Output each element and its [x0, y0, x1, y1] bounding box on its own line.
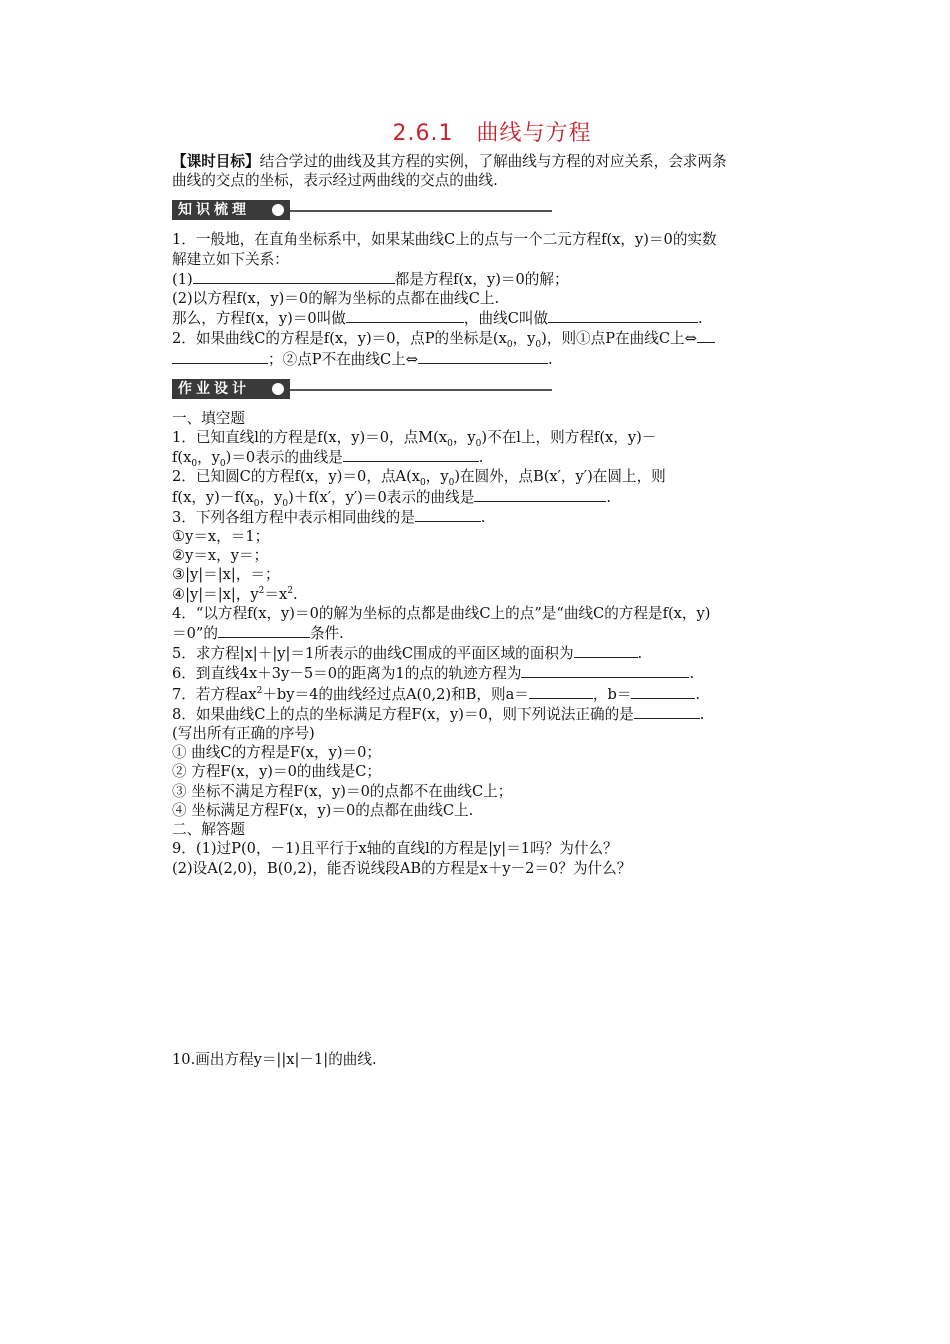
q3-stem	[172, 507, 812, 527]
answer-blank[interactable]	[634, 704, 700, 719]
blank	[418, 349, 548, 364]
answer-blank[interactable]	[415, 507, 481, 522]
q3-option-4	[172, 585, 812, 604]
section-rule	[290, 389, 552, 391]
q2-line-2	[172, 487, 812, 507]
q10: 10.画出方程y＝||x|－1|的曲线.	[172, 1050, 377, 1068]
section-badge-knowledge: 知识梳理	[172, 200, 290, 220]
q3-option-1: ①y＝x，＝1；	[172, 528, 270, 546]
k-text: )，则①点P在曲线C上⇔	[541, 330, 697, 348]
q-text: .	[699, 705, 705, 723]
answer-blank[interactable]	[474, 487, 606, 502]
q-text: .	[637, 645, 643, 663]
q-text: .	[695, 685, 701, 703]
subscript: 0	[535, 340, 542, 351]
q8-line-1	[172, 704, 812, 724]
answer-space	[172, 878, 812, 1050]
q9-line-2: (2)设A(2,0)，B(0,2)，能否说线段AB的方程是x＋y－2＝0？为什么？	[172, 859, 632, 877]
q-text: )不在l上，则方程f(x，y)－	[481, 429, 657, 447]
answer-blank[interactable]	[529, 684, 593, 699]
q-text: 5．求方程|x|＋|y|＝1所表示的曲线C围成的平面区域的面积为	[172, 645, 574, 663]
q4-line-2	[172, 623, 812, 643]
k-text: 2．如果曲线C的方程是f(x，y)＝0，点P的坐标是(x	[172, 330, 507, 348]
q-text: )在圆外，点B(x′，y′)在圆上，则	[454, 468, 666, 486]
knowledge-line-6	[172, 328, 812, 351]
knowledge-line-7	[172, 349, 812, 369]
subscript: 0	[191, 459, 198, 470]
q-text: ，b＝	[592, 685, 632, 703]
q2-line-1	[172, 467, 812, 489]
bullet-dot-icon	[272, 383, 284, 395]
q-text: ＝x	[264, 585, 288, 603]
subscript: 0	[506, 340, 513, 351]
part-fill-in: 一、填空题	[172, 409, 245, 427]
q1-line-2	[172, 447, 812, 470]
section-header-knowledge	[172, 198, 812, 224]
blank	[172, 349, 268, 364]
k-text: ，曲线C叫做	[463, 310, 549, 328]
q4-line-1: 4．“以方程f(x，y)＝0的解为坐标的点都是曲线C上的点”是“曲线C的方程是f(x，y)	[172, 604, 711, 622]
blank	[697, 328, 715, 343]
goal-label: 【课时目标】	[172, 153, 260, 170]
subscript: 0	[420, 478, 426, 489]
q8-line-2: (写出所有正确的序号)	[172, 725, 315, 743]
answer-blank[interactable]	[343, 447, 479, 462]
q-text: 3．下列各组方程中表示相同曲线的是	[172, 508, 415, 526]
k-text: ；②点P不在曲线C上⇔	[268, 350, 418, 368]
q8-option-3: ③ 坐标不满足方程F(x，y)＝0的点都不在曲线C上；	[172, 782, 513, 800]
answer-blank[interactable]	[574, 643, 638, 658]
q-text: .	[480, 508, 486, 526]
q-text: )＋f(x′，y′)＝0表示的曲线是	[288, 488, 475, 506]
knowledge-line-2: 解建立如下关系：	[172, 250, 289, 268]
k-text: 都是方程f(x，y)＝0的解；	[394, 270, 569, 288]
knowledge-line-1: 1．一般地，在直角坐标系中，如果某曲线C上的点与一个二元方程f(x，y)＝0的实数	[172, 231, 717, 249]
blank	[346, 308, 464, 323]
q6	[172, 663, 812, 683]
blank	[193, 269, 395, 284]
section-rule	[290, 210, 552, 212]
answer-blank[interactable]	[521, 663, 689, 678]
q-text: .	[606, 488, 611, 506]
k-text: (1)	[172, 270, 193, 288]
knowledge-line-5	[172, 308, 812, 328]
q-text: ④|y|＝|x|，y	[172, 585, 259, 603]
goal-line-1	[172, 152, 812, 171]
q-text: 2．已知圆C的方程f(x，y)＝0，点A(x	[172, 468, 420, 486]
blank	[548, 308, 698, 323]
q8-option-2: ② 方程F(x，y)＝0的曲线是C；	[172, 763, 382, 781]
q-text: 1．已知直线l的方程是f(x，y)＝0，点M(x	[172, 429, 448, 447]
q-text: ，y	[425, 468, 449, 486]
q-text: f(x，y)－f(x	[172, 488, 254, 506]
q3-option-2: ②y＝x，y＝；	[172, 547, 269, 565]
q7	[172, 684, 812, 704]
q-text: .	[292, 585, 298, 603]
subscript: 0	[282, 498, 289, 509]
document	[172, 118, 812, 1069]
subscript: 0	[219, 459, 226, 470]
q5	[172, 643, 812, 663]
superscript: 2	[256, 685, 263, 696]
part-answers: 二、解答题	[172, 821, 245, 839]
knowledge-line-4: (2)以方程f(x，y)＝0的解为坐标的点都在曲线C上.	[172, 290, 500, 308]
q8-option-4: ④ 坐标满足方程F(x，y)＝0的点都在曲线C上.	[172, 801, 474, 819]
q-text: 8．如果曲线C上的点的坐标满足方程F(x，y)＝0，则下列说法正确的是	[172, 705, 634, 723]
answer-blank[interactable]	[218, 623, 310, 638]
q8-option-1: ① 曲线C的方程是F(x，y)＝0；	[172, 744, 382, 762]
q3-option-3: ③|y|＝|x|，＝；	[172, 566, 280, 584]
superscript: 2	[287, 585, 293, 596]
page-title: 2.6.1 曲线与方程	[392, 121, 592, 146]
section-badge-homework: 作业设计	[172, 379, 290, 399]
goal-text-1: 结合学过的曲线及其方程的实例，了解曲线与方程的对应关系，会求两条	[259, 153, 727, 170]
q-text: 条件.	[309, 625, 344, 643]
q-text: ＝0”的	[172, 625, 218, 643]
k-text: .	[698, 310, 703, 328]
superscript: 2	[258, 585, 265, 596]
knowledge-line-3	[172, 269, 812, 289]
subscript: 0	[447, 438, 453, 449]
q-text: f(x	[172, 449, 192, 467]
section-header-homework	[172, 377, 812, 403]
answer-blank[interactable]	[631, 684, 695, 699]
k-text: 那么，方程f(x，y)＝0叫做	[172, 310, 346, 328]
subscript: 0	[475, 438, 482, 449]
q-text: .	[478, 449, 484, 467]
subscript: 0	[253, 498, 260, 509]
q-text: ＋by＝4的曲线经过点A(0,2)和B，则a＝	[262, 685, 529, 703]
q-text: 7．若方程ax	[172, 685, 257, 703]
goal-line-2: 曲线的交点的坐标，表示经过两曲线的交点的曲线.	[172, 172, 498, 190]
q-text: .	[689, 665, 695, 683]
q9-line-1: 9．(1)过P(0，－1)且平行于x轴的直线l的方程是|y|＝1吗？为什么？	[172, 840, 618, 858]
q1-line-1	[172, 428, 812, 447]
q-text: ，y	[197, 449, 220, 467]
k-text: .	[547, 350, 553, 368]
q-text: ，y	[452, 429, 476, 447]
subscript: 0	[448, 478, 455, 489]
q-text: 6．到直线4x＋3y－5＝0的距离为1的点的轨迹方程为	[172, 665, 522, 683]
q-text: )＝0表示的曲线是	[225, 449, 343, 467]
q-text: ，y	[259, 488, 283, 506]
k-text: ，y	[512, 330, 536, 348]
